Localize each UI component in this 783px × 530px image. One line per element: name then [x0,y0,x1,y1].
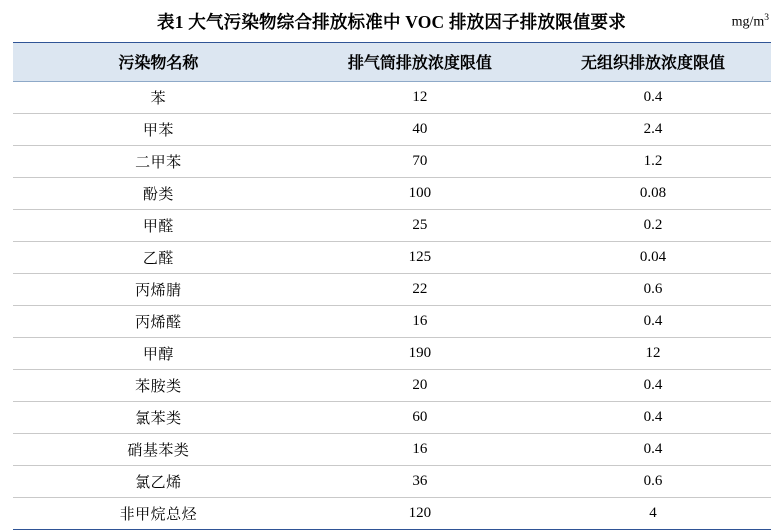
cell-stack-limit: 25 [304,210,535,242]
table-row [13,370,771,402]
cell-stack-limit: 40 [304,114,535,146]
table-row [13,146,771,178]
cell-pollutant: 二甲苯 [13,146,305,178]
cell-fugitive-limit: 0.2 [536,210,771,242]
cell-pollutant: 苯胺类 [13,370,305,402]
table-title-row [0,4,783,38]
cell-pollutant: 苯 [13,82,305,114]
page-title: 表1 大气污染物综合排放标准中 VOC 排放因子排放限值要求 [157,11,626,32]
column-header-stack-limit: 排气筒排放浓度限值 [304,43,535,82]
cell-stack-limit: 36 [304,466,535,498]
cell-fugitive-limit: 0.4 [536,82,771,114]
cell-fugitive-limit: 0.4 [536,434,771,466]
table-row [13,242,771,274]
cell-stack-limit: 70 [304,146,535,178]
cell-pollutant: 非甲烷总烃 [13,498,305,530]
table-header [13,43,771,82]
cell-fugitive-limit: 2.4 [536,114,771,146]
cell-pollutant: 酚类 [13,178,305,210]
cell-pollutant: 甲醛 [13,210,305,242]
cell-fugitive-limit: 0.04 [536,242,771,274]
cell-fugitive-limit: 0.6 [536,274,771,306]
table-row [13,178,771,210]
table-row [13,338,771,370]
table-row [13,402,771,434]
cell-pollutant: 氯苯类 [13,402,305,434]
table-row [13,82,771,114]
cell-stack-limit: 100 [304,178,535,210]
cell-pollutant: 丙烯腈 [13,274,305,306]
cell-fugitive-limit: 12 [536,338,771,370]
cell-pollutant: 甲醇 [13,338,305,370]
cell-stack-limit: 22 [304,274,535,306]
cell-pollutant: 氯乙烯 [13,466,305,498]
table-row [13,466,771,498]
voc-emission-limits-table [13,42,771,530]
unit-text: mg/m [731,14,765,30]
cell-stack-limit: 20 [304,370,535,402]
table-row [13,114,771,146]
cell-stack-limit: 120 [304,498,535,530]
cell-fugitive-limit: 1.2 [536,146,771,178]
cell-stack-limit: 16 [304,306,535,338]
cell-stack-limit: 190 [304,338,535,370]
table-row [13,434,771,466]
column-header-pollutant: 污染物名称 [13,43,305,82]
cell-pollutant: 甲苯 [13,114,305,146]
table-row [13,210,771,242]
cell-fugitive-limit: 0.6 [536,466,771,498]
cell-stack-limit: 60 [304,402,535,434]
cell-fugitive-limit: 0.4 [536,306,771,338]
table-row [13,274,771,306]
cell-fugitive-limit: 0.4 [536,370,771,402]
cell-pollutant: 乙醛 [13,242,305,274]
cell-pollutant: 丙烯醛 [13,306,305,338]
cell-stack-limit: 12 [304,82,535,114]
cell-fugitive-limit: 0.4 [536,402,771,434]
cell-fugitive-limit: 0.08 [536,178,771,210]
unit-label [732,13,769,31]
table-row [13,306,771,338]
document-page [0,4,783,523]
table-header-row [13,43,771,82]
column-header-fugitive-limit: 无组织排放浓度限值 [536,43,771,82]
cell-fugitive-limit: 4 [536,498,771,530]
cell-stack-limit: 125 [304,242,535,274]
unit-superscript: 3 [764,13,769,23]
table-row [13,498,771,530]
cell-pollutant: 硝基苯类 [13,434,305,466]
cell-stack-limit: 16 [304,434,535,466]
table-body [13,82,771,530]
